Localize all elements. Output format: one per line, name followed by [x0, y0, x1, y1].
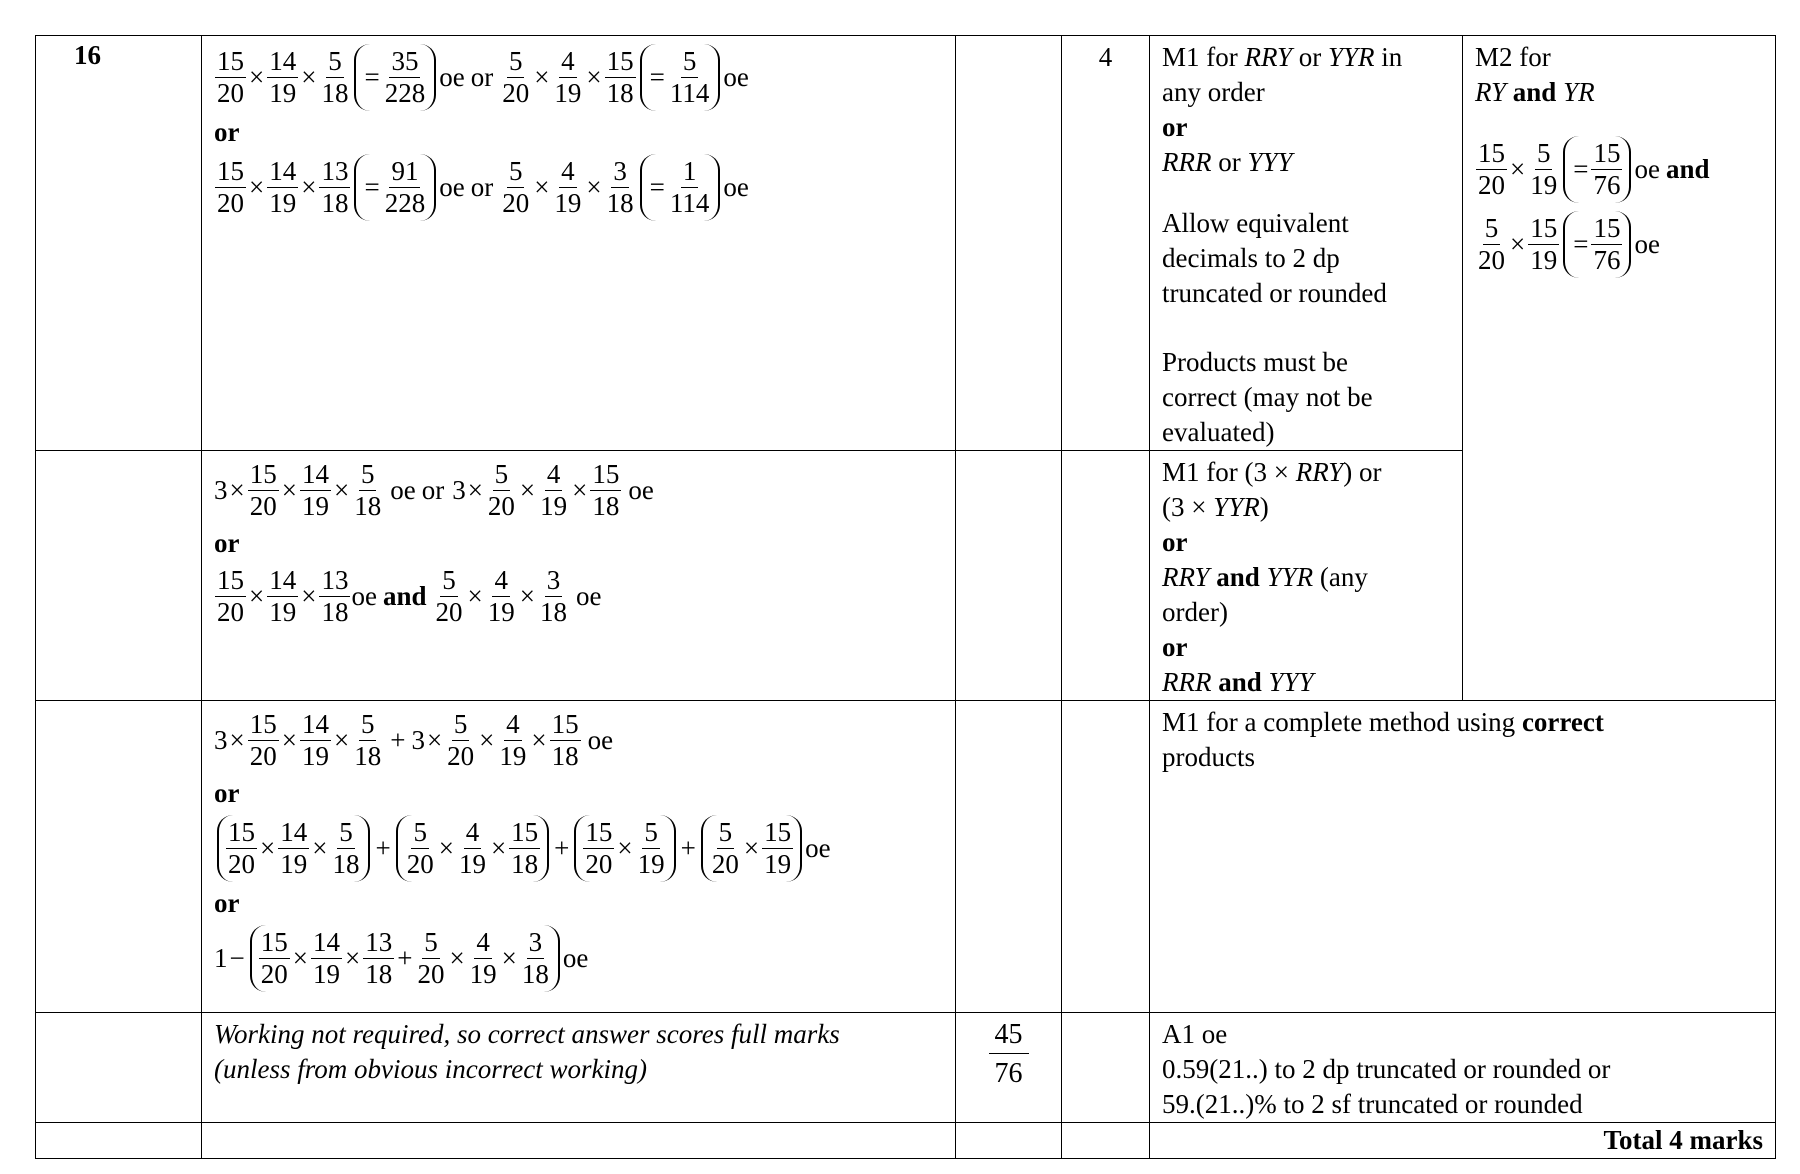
- answer-fraction: $\frac{45}{76}$: [989, 1019, 1029, 1088]
- fraction: $\frac{14}{19}$: [301, 459, 329, 521]
- fraction: $\frac{4}{19}$: [487, 565, 515, 627]
- question-number-cell: [36, 1013, 202, 1123]
- fraction: $\frac{15}{18}$: [606, 46, 634, 108]
- total-marks: Total 4 marks: [1150, 1123, 1776, 1159]
- working-expression: $\frac{15}{20}$ × $\frac{14}{19}$ × $\frac{5}{18}$ + $\frac{5}{20}$ × $\frac{4}{19}$ × $\frac{15}{18}$ + $\frac{15}{20}$ × $\frac{5}{19}$ + $\frac{5}{20}$ × $\frac{15}{19}$ oe: [214, 811, 943, 886]
- fraction: $\frac{15}{20}$: [217, 565, 244, 627]
- working-expression: $\frac{15}{20}$ × $\frac{14}{19}$ × $\frac{5}{18}$ = $\frac{35}{228}$ oe or $\frac{5}{20}$ × $\frac{4}{19}$ × $\frac{15}{18}$ = $\frac{5}{114}$ oe: [214, 40, 943, 115]
- notes-cell: M1 for a complete method using correct products: [1150, 701, 1776, 1013]
- bracketed-result: = $\frac{91}{228}$: [354, 154, 436, 221]
- or-label: or: [214, 117, 240, 147]
- fraction: $\frac{5}{18}$: [354, 459, 382, 521]
- notes-cell: A1 oe 0.59(21..) to 2 dp truncated or rounded or 59.(21..)% to 2 sf truncated or rounded: [1150, 1013, 1776, 1123]
- fraction: $\frac{5}{20}$: [487, 459, 515, 521]
- table-row: [36, 1013, 1776, 1123]
- working-expression: 3 × $\frac{15}{20}$ × $\frac{14}{19}$ × $\frac{5}{18}$ + 3 × $\frac{5}{20}$ × $\frac{4}{19}$ × $\frac{15}{18}$ oe: [214, 709, 614, 771]
- fraction: $\frac{15}{20}$: [217, 156, 244, 218]
- working-cell: Working not required, so correct answer scores full marks (unless from obvious incorrect working): [202, 1013, 956, 1123]
- notes-cell: M1 for (3 × RRY) or (3 × YYR) or RRY and YYR (any order) or RRR and YYY: [1150, 451, 1463, 701]
- fraction: $\frac{4}{19}$: [540, 459, 568, 521]
- bracket-group: $\frac{5}{20}$ × $\frac{4}{19}$ × $\frac{15}{18}$: [396, 815, 549, 882]
- bracketed-result: = $\frac{5}{114}$: [640, 44, 721, 111]
- working-cell: [202, 451, 956, 701]
- working-expression: $\frac{15}{20}$ × $\frac{14}{19}$ × $\frac{13}{18}$ oe and $\frac{5}{20}$ × $\frac{4}{19}$ × $\frac{3}{18}$ oe: [217, 565, 602, 627]
- fraction: $\frac{5}{20}$: [502, 156, 530, 218]
- fraction: $\frac{14}{19}$: [269, 156, 297, 218]
- fraction: $\frac{3}{18}$: [606, 156, 634, 218]
- bracketed-result: = $\frac{15}{76}$: [1563, 211, 1631, 278]
- notes-cell: M1 for RRY or YYR in any order or RRR or YYY Allow equivalent decimals to 2 dp truncated or rounded Products must be correct (may not be evaluated): [1150, 36, 1463, 451]
- bracket-group: $\frac{15}{20}$ × $\frac{5}{19}$: [574, 815, 675, 882]
- bracketed-result: = $\frac{1}{114}$: [640, 154, 721, 221]
- bracket-group: $\frac{15}{20}$ × $\frac{14}{19}$ × $\frac{13}{18}$ + $\frac{5}{20}$ × $\frac{4}{19}$ × $\frac{3}{18}$: [250, 925, 560, 992]
- empty-cell: [202, 1123, 956, 1159]
- mark-cell: [1062, 701, 1150, 1013]
- fraction: $\frac{4}{19}$: [554, 156, 582, 218]
- table-row: [36, 1123, 1776, 1159]
- working-expression: $\frac{15}{20}$ × $\frac{14}{19}$ × $\frac{13}{18}$ = $\frac{91}{228}$ oe or $\frac{5}{20}$ × $\frac{4}{19}$ × $\frac{3}{18}$ = $\frac{1}{114}$ oe: [214, 150, 943, 225]
- fraction: $\frac{15}{20}$: [249, 709, 277, 771]
- fraction: $\frac{4}{19}$: [554, 46, 582, 108]
- table-row: [36, 36, 1776, 451]
- fraction: $\frac{5}{20}$: [435, 565, 463, 627]
- fraction: $\frac{13}{18}$: [321, 565, 349, 627]
- fraction: $\frac{15}{18}$: [592, 459, 620, 521]
- fraction: $\frac{5}{19}$: [1530, 138, 1558, 200]
- bracket-group: $\frac{5}{20}$ × $\frac{15}{19}$: [701, 815, 802, 882]
- answer-cell: [956, 451, 1062, 701]
- m2-expression: $\frac{15}{20}$ × $\frac{5}{19}$ = $\frac{15}{76}$ oe and: [1475, 132, 1763, 207]
- question-number: 16: [36, 36, 202, 451]
- fraction: $\frac{4}{19}$: [499, 709, 527, 771]
- working-cell: [202, 36, 956, 451]
- empty-cell: [956, 1123, 1062, 1159]
- fraction: $\frac{3}{18}$: [539, 565, 567, 627]
- fraction: $\frac{14}{19}$: [301, 709, 329, 771]
- fraction: $\frac{15}{20}$: [1478, 138, 1505, 200]
- fraction: $\frac{5}{18}$: [354, 709, 382, 771]
- question-number-cell: [36, 701, 202, 1013]
- answer-cell: [956, 1013, 1062, 1123]
- bracket-group: $\frac{15}{20}$ × $\frac{14}{19}$ × $\frac{5}{18}$: [217, 815, 370, 882]
- bracketed-result: = $\frac{15}{76}$: [1563, 136, 1631, 203]
- fraction: $\frac{5}{18}$: [321, 46, 349, 108]
- fraction: $\frac{14}{19}$: [269, 46, 297, 108]
- empty-cell: [1062, 1123, 1150, 1159]
- answer-cell: [956, 36, 1062, 451]
- mark-cell: [1062, 451, 1150, 701]
- or-label: or: [214, 888, 240, 918]
- m2-notes-cell: M2 for RY and YR $\frac{15}{20}$ × $\frac{5}{19}$ = $\frac{15}{76}$ oe and $\frac{5}{20}$ × $\frac{15}{19}$ = $\frac{15}{76}$ oe: [1463, 36, 1776, 701]
- question-number-cell: [36, 451, 202, 701]
- fraction: $\frac{5}{20}$: [502, 46, 530, 108]
- table-row: [36, 701, 1776, 1013]
- working-expression: 3 × $\frac{15}{20}$ × $\frac{14}{19}$ × $\frac{5}{18}$ oe or 3 × $\frac{5}{20}$ × $\frac{4}{19}$ × $\frac{15}{18}$ oe: [214, 459, 654, 521]
- mark-cell: [1062, 1013, 1150, 1123]
- fraction: $\frac{15}{20}$: [249, 459, 277, 521]
- working-cell: [202, 701, 956, 1013]
- m2-expression: $\frac{5}{20}$ × $\frac{15}{19}$ = $\frac{15}{76}$ oe: [1475, 207, 1763, 282]
- answer-cell: [956, 701, 1062, 1013]
- bracketed-result: = $\frac{35}{228}$: [354, 44, 436, 111]
- fraction: $\frac{5}{20}$: [1478, 213, 1505, 275]
- fraction: $\frac{13}{18}$: [321, 156, 349, 218]
- fraction: $\frac{15}{18}$: [551, 709, 579, 771]
- fraction: $\frac{5}{20}$: [447, 709, 475, 771]
- working-expression: 1 − $\frac{15}{20}$ × $\frac{14}{19}$ × $\frac{13}{18}$ + $\frac{5}{20}$ × $\frac{4}{19}$ × $\frac{3}{18}$ oe: [214, 921, 943, 996]
- or-label: or: [214, 528, 240, 558]
- or-label: or: [214, 778, 240, 808]
- fraction: $\frac{14}{19}$: [269, 565, 297, 627]
- mark-scheme-table: [35, 35, 1776, 1159]
- fraction: $\frac{15}{20}$: [217, 46, 244, 108]
- fraction: $\frac{15}{19}$: [1530, 213, 1558, 275]
- mark-cell: 4: [1062, 36, 1150, 451]
- empty-cell: [36, 1123, 202, 1159]
